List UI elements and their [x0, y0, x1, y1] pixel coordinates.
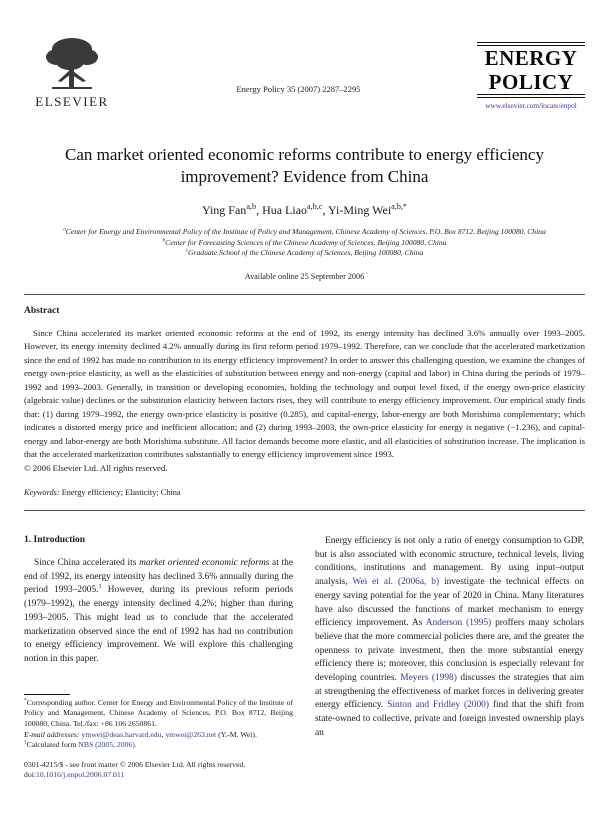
energy-policy-logo — [477, 42, 585, 110]
logo-energy: ENERGY — [484, 46, 578, 70]
imprint-block — [24, 760, 293, 781]
issn-front-matter-line: 0301-4215/$ - see front matter © 2006 Elsevier Ltd. All rights reserved. — [24, 759, 246, 769]
left-column — [24, 524, 293, 781]
logo-policy: POLICY — [488, 70, 574, 94]
right-column-paragraph: Energy efficiency is not only a ratio of energy consumption to GDP, but is also associated with economic structure, technical levels, living conditions, institutions and management. By using input–output analysis, Wei et al. (2006a, b) investigate the technical effects on energy saving potential for the year of 2020 in China. Many literatures have also discussed the functions of market mechanism to energy efficiency improvement. As Anderson (1995) proffers many scholars believe that the more commercial policies there are, and the greater the openness to private investment, then the more substantial energy efficiency there is; moreover, this conclusion is especially relevant for developing countries. Meyers (1998) discusses the strategies that aim at strengthening the effectiveness of market forces in delivering greater energy efficiency. Sinton and Fridley (2000) find that the shift from state-owned to collective, private and foreign invested ownership plays an — [315, 536, 585, 738]
journal-reference: Energy Policy 35 (2007) 2287–2295 — [236, 84, 361, 94]
page-header — [24, 28, 585, 110]
corresponding-author-footnote: *Corresponding author. Center for Energy and Environmental Policy of the Institute of Policy and Management, Chinese Academy of Sciences, P.O. Box 8712, Beijing 100080, China. Tel./fax: +86 106 2650861. — [24, 697, 293, 729]
affiliation-c: $^c$Graduate School of the Chinese Academy of Sciences, Beijing 100080, China — [185, 247, 424, 257]
abstract-text: Since China accelerated its market oriented economic reforms at the end of 1992, its energy intensity has declined 3.6% annually over 1993–2005. However, its energy intensity declined 4.2% annually during its first reform period 1979–1992. Therefore, can we conclude that the accelerated marketization since the end of 1992 has made no contribution to its energy efficiency improvement? In order to answer this challenging question, we examine the changes of energy own-price elasticity, as well as the elasticities of substitution between energy and non-energy (capital and labor) in China during the periods of 1979–1992 and 1993–2003. Generally, in transition or developing economies, holding the technology and output level fixed, if the energy own-price elasticity (algebraic value) declines or the substitution elasticity between factors rises, they will contribute to energy efficiency improvement. Our empirical study finds that: (1) during 1979–1992, the energy own-price elasticity is positive (0.285), and capital-energy, labor-energy are both Morishima complementary; which indicates a distorted energy price and inefficient allocation; and (2) during 1993–2003, the own-price elasticity for energy is negative (−1.236), and capital-energy and labor-energy are both Morishima substitute. All factor demands become more elastic, and all elasticities of substitution increase. The implication is that the accelerated marketization contributes substantially to energy efficiency improvement since 1993. — [24, 327, 585, 459]
right-column — [315, 524, 584, 781]
affiliation-a: $^a$Center for Energy and Environmental Policy of the Institute of Policy and Management, Chinese Academy of Sciences, P.O. Box 8712, Beijing 100080, China — [63, 226, 546, 236]
divider-below-keywords — [24, 510, 585, 511]
abstract-copyright: © 2006 Elsevier Ltd. All rights reserved. — [24, 462, 168, 473]
available-online-date: Available online 25 September 2006 — [244, 271, 365, 281]
doi-line: doi:10.1016/j.enpol.2006.07.011 — [24, 770, 125, 780]
introduction-paragraph: Since China accelerated its market oriented economic reforms at the end of 1992, its energy intensity has declined 3.6% annually during the period 1993–2005.$^1$ However, during its previous reform periods (1979–1992), the energy intensity declined 4.2%; higher than during 1993–2005. This might lead us to conclude that the accelerated marketization observed since the end of 1992 has had no contribution to energy efficiency improvement. We will explore this challenging notion in this paper. — [24, 558, 293, 664]
author-line: Ying Fan$^{a,b}$, Hua Liao$^{a,b,c}$, Yi-Ming Wei$^{a,b,*}$ — [201, 202, 408, 217]
keywords-line: Keywords: Energy efficiency; Elasticity; China — [24, 488, 181, 497]
logo-bottom-rules — [477, 94, 585, 98]
divider-above-abstract — [24, 294, 585, 295]
elsevier-wordmark: ELSEVIER — [35, 94, 109, 109]
body-columns — [24, 524, 585, 781]
affiliation-b: $^b$Center for Forecasting Sciences of the Chinese Academy of Sciences, Beijing 100080, China — [162, 236, 447, 247]
footnote-divider — [24, 694, 70, 695]
email-footnote: E-mail addresses: ymwei@deas.harvard.edu, ymwei@263.net (Y.-M. Wei). — [24, 729, 257, 739]
affiliations — [24, 227, 585, 259]
article-title: Can market oriented economic reforms contribute to energy efficiency improvement? Evidence from China — [65, 145, 544, 186]
footnote-block — [24, 694, 293, 781]
footnote-1: $^1$Calculated form NBS (2005, 2006). — [24, 739, 137, 750]
elsevier-logo — [24, 35, 120, 110]
section-heading-introduction: 1. Introduction — [24, 535, 86, 545]
abstract-heading: Abstract — [24, 305, 60, 316]
journal-url-link[interactable]: www.elsevier.com/locate/enpol — [485, 101, 577, 110]
elsevier-tree-icon — [24, 35, 120, 93]
